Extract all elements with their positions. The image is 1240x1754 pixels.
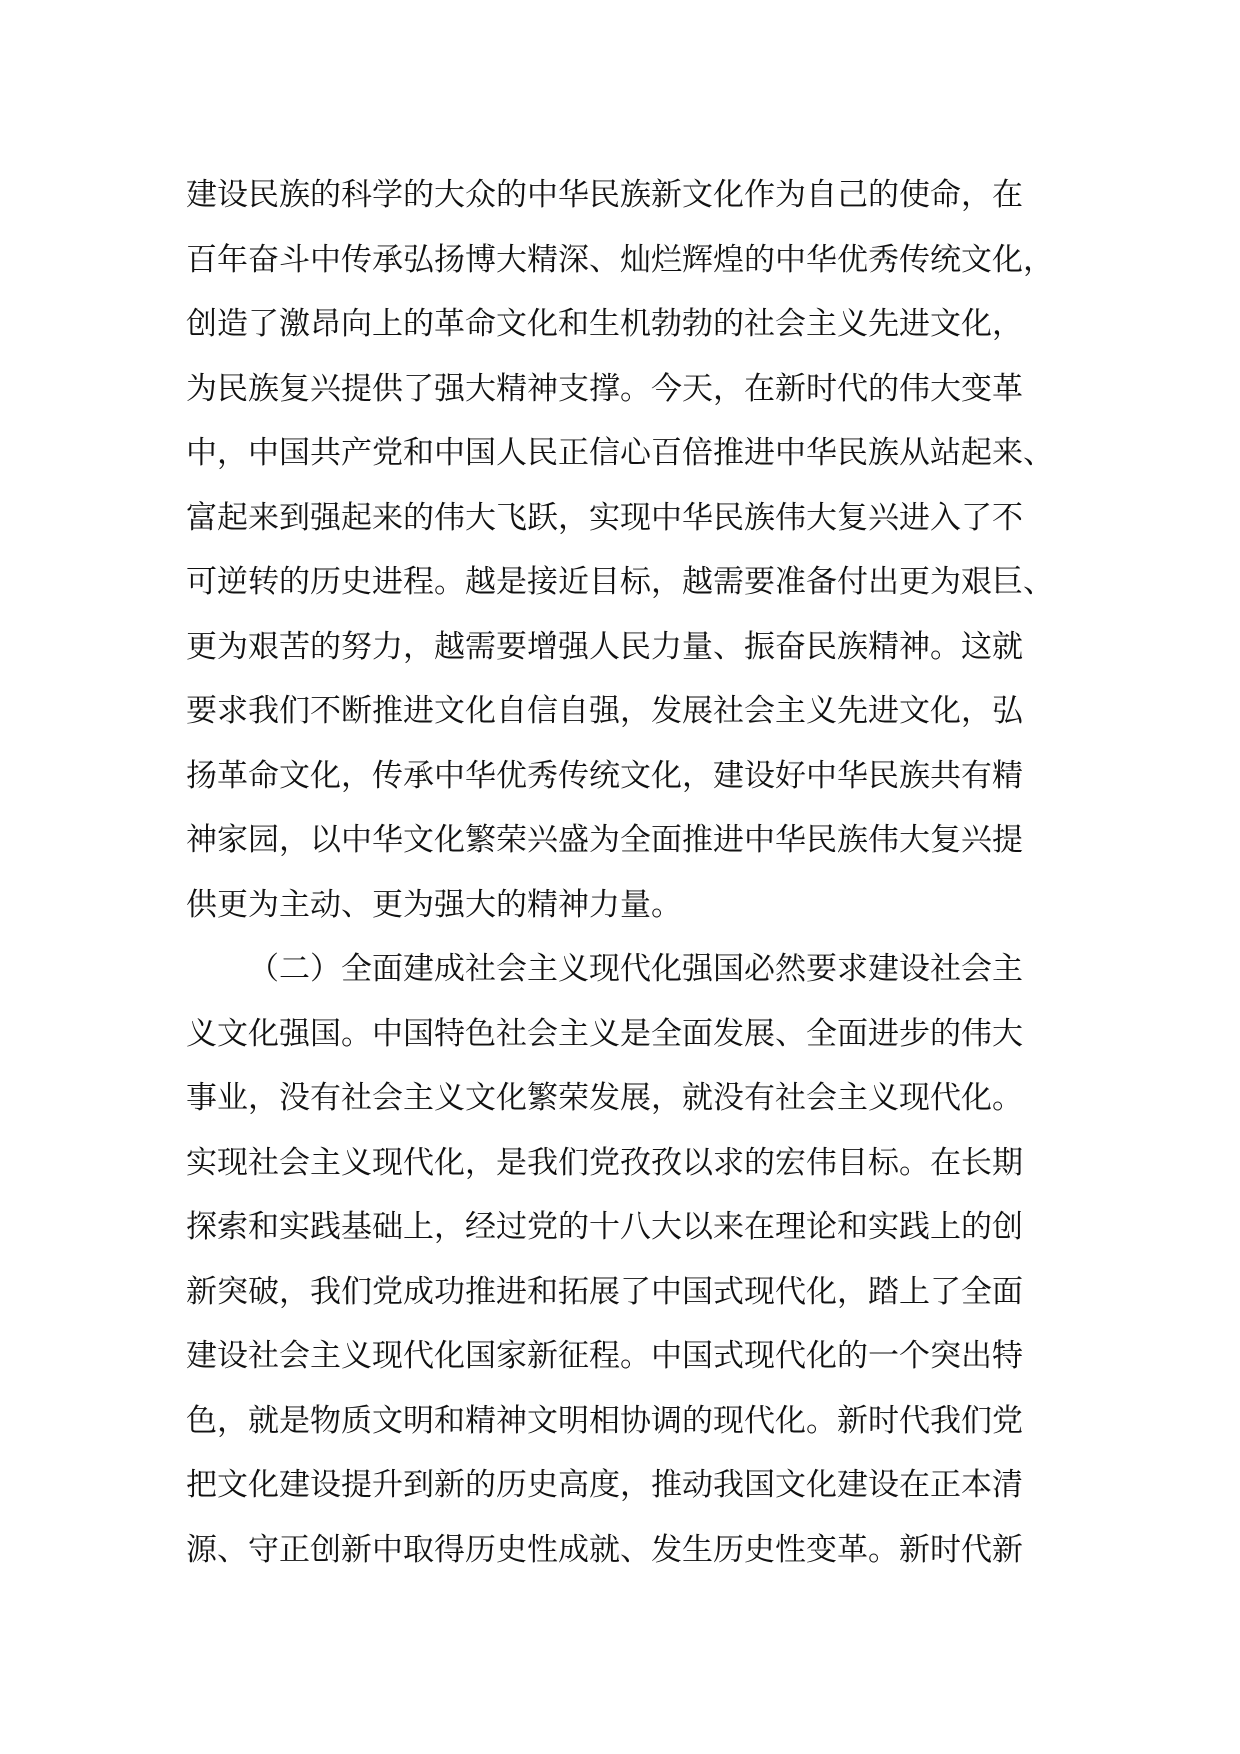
text-line: 实现社会主义现代化，是我们党孜孜以求的宏伟目标。在长期 xyxy=(186,1144,1023,1181)
text-line: 更为艰苦的努力，越需要增强人民力量、振奋民族精神。这就 xyxy=(186,628,1023,665)
text-line: 建设社会主义现代化国家新征程。中国式现代化的一个突出特 xyxy=(186,1338,1023,1374)
text-line: 事业，没有社会主义文化繁荣发展，就没有社会主义现代化。 xyxy=(186,1080,1023,1116)
text-line: 可逆转的历史进程。越是接近目标，越需要准备付出更为艰巨、 xyxy=(186,564,1054,600)
text-line: 义文化强国。中国特色社会主义是全面发展、全面进步的伟大 xyxy=(186,1015,1023,1052)
text-line: 百年奋斗中传承弘扬博大精深、灿烂辉煌的中华优秀传统文化， xyxy=(186,241,1054,278)
section-heading-line: （二）全面建成社会主义现代化强国必然要求建设社会主 xyxy=(248,951,1023,987)
text-line: 富起来到强起来的伟大飞跃，实现中华民族伟大复兴进入了不 xyxy=(186,499,1023,536)
text-line: 中，中国共产党和中国人民正信心百倍推进中华民族从站起来、 xyxy=(186,435,1054,471)
text-line: 把文化建设提升到新的历史高度，推动我国文化建设在正本清 xyxy=(186,1467,1023,1503)
text-line: 探索和实践基础上，经过党的十八大以来在理论和实践上的创 xyxy=(186,1209,1023,1245)
text-line: 新突破，我们党成功推进和拓展了中国式现代化，踏上了全面 xyxy=(186,1273,1023,1310)
text-line: 神家园，以中华文化繁荣兴盛为全面推进中华民族伟大复兴提 xyxy=(186,822,1023,858)
text-line: 扬革命文化，传承中华优秀传统文化，建设好中华民族共有精 xyxy=(186,757,1023,794)
text-line: 色，就是物质文明和精神文明相协调的现代化。新时代我们党 xyxy=(186,1402,1023,1439)
text-line: 要求我们不断推进文化自信自强，发展社会主义先进文化，弘 xyxy=(186,693,1023,729)
text-line: 建设民族的科学的大众的中华民族新文化作为自己的使命，在 xyxy=(186,177,1023,213)
text-line: 源、守正创新中取得历史性成就、发生历史性变革。新时代新 xyxy=(186,1531,1023,1568)
body-text xyxy=(186,163,1086,1582)
text-line: 供更为主动、更为强大的精神力量。 xyxy=(186,886,682,923)
text-line: 为民族复兴提供了强大精神支撑。今天，在新时代的伟大变革 xyxy=(186,370,1023,407)
text-line: 创造了激昂向上的革命文化和生机勃勃的社会主义先进文化， xyxy=(186,306,1023,342)
